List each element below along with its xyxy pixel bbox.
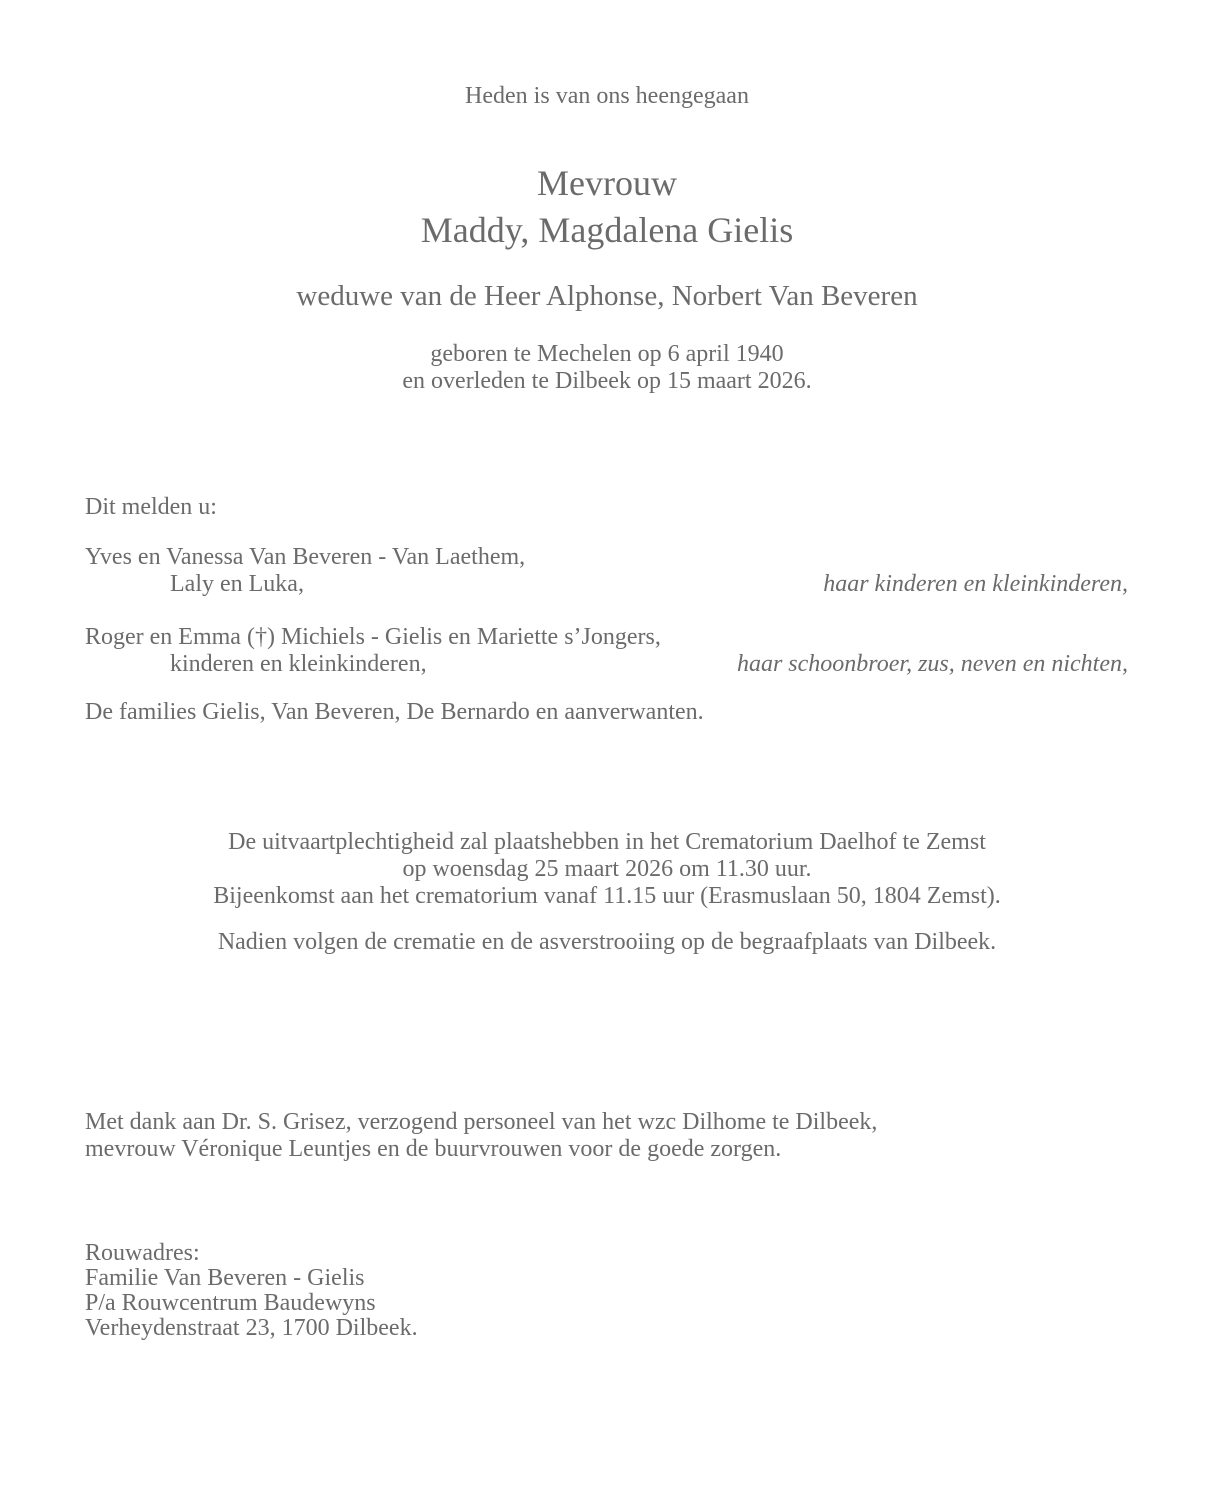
service-location-line: De uitvaartplechtigheid zal plaatshebben in het Crematorium Daelhof te Zemst: [228, 829, 986, 855]
family-row: [85, 624, 1128, 678]
family-grandchildren-names: Laly en Luka,: [170, 571, 304, 597]
mourning-address-funeral-home: P/a Rouwcentrum Baudewyns: [85, 1290, 376, 1316]
family-grandchildren-names: kinderen en kleinkinderen,: [170, 651, 427, 677]
service-datetime-line: op woensdag 25 maart 2026 om 11.30 uur.: [402, 856, 812, 882]
service-details-block: [0, 829, 1214, 910]
intro-line: Heden is van ons heengegaan: [465, 83, 749, 109]
extended-families-line: De families Gielis, Van Beveren, De Bernardo en aanverwanten.: [85, 699, 704, 725]
deceased-salutation: Mevrouw: [537, 163, 677, 203]
family-relation-note: haar kinderen en kleinkinderen,: [823, 571, 1128, 597]
birth-death-block: [0, 341, 1214, 395]
cremation-line: Nadien volgen de crematie en de asverstrooiing op de begraafplaats van Dilbeek.: [217, 929, 997, 955]
thanks-line-1: Met dank aan Dr. S. Grisez, verzogend personeel van het wzc Dilhome te Dilbeek,: [85, 1109, 878, 1135]
family-names-line: Yves en Vanessa Van Beveren - Van Laethem,: [85, 544, 526, 570]
family-secondary-line: [85, 571, 1128, 598]
mourning-address-street: Verheydenstraat 23, 1700 Dilbeek.: [85, 1315, 418, 1341]
family-row: [85, 544, 1128, 598]
mourning-address-family: Familie Van Beveren - Gielis: [85, 1265, 365, 1291]
family-names-line: Roger en Emma (†) Michiels - Gielis en Mariette s’Jongers,: [85, 624, 661, 650]
service-meeting-line: Bijeenkomst aan het crematorium vanaf 11.15 uur (Erasmuslaan 50, 1804 Zemst).: [213, 883, 1001, 909]
family-relation-note: haar schoonbroer, zus, neven en nichten,: [736, 651, 1128, 677]
mourning-address-heading: Rouwadres:: [85, 1240, 200, 1266]
death-line: en overleden te Dilbeek op 15 maart 2026.: [402, 368, 812, 394]
thanks-line-2: mevrouw Véronique Leuntjes en de buurvrouwen voor de goede zorgen.: [85, 1136, 782, 1162]
acknowledgements-block: [85, 1109, 1128, 1163]
widow-relation-line: weduwe van de Heer Alphonse, Norbert Van Beveren: [296, 280, 918, 312]
notifiers-heading: Dit melden u:: [85, 494, 217, 520]
mourning-address-block: [85, 1241, 1128, 1341]
deceased-name: Maddy, Magdalena Gielis: [420, 210, 794, 250]
birth-line: geboren te Mechelen op 6 april 1940: [430, 341, 784, 367]
deceased-title-block: [0, 160, 1214, 254]
family-secondary-line: [85, 651, 1128, 678]
